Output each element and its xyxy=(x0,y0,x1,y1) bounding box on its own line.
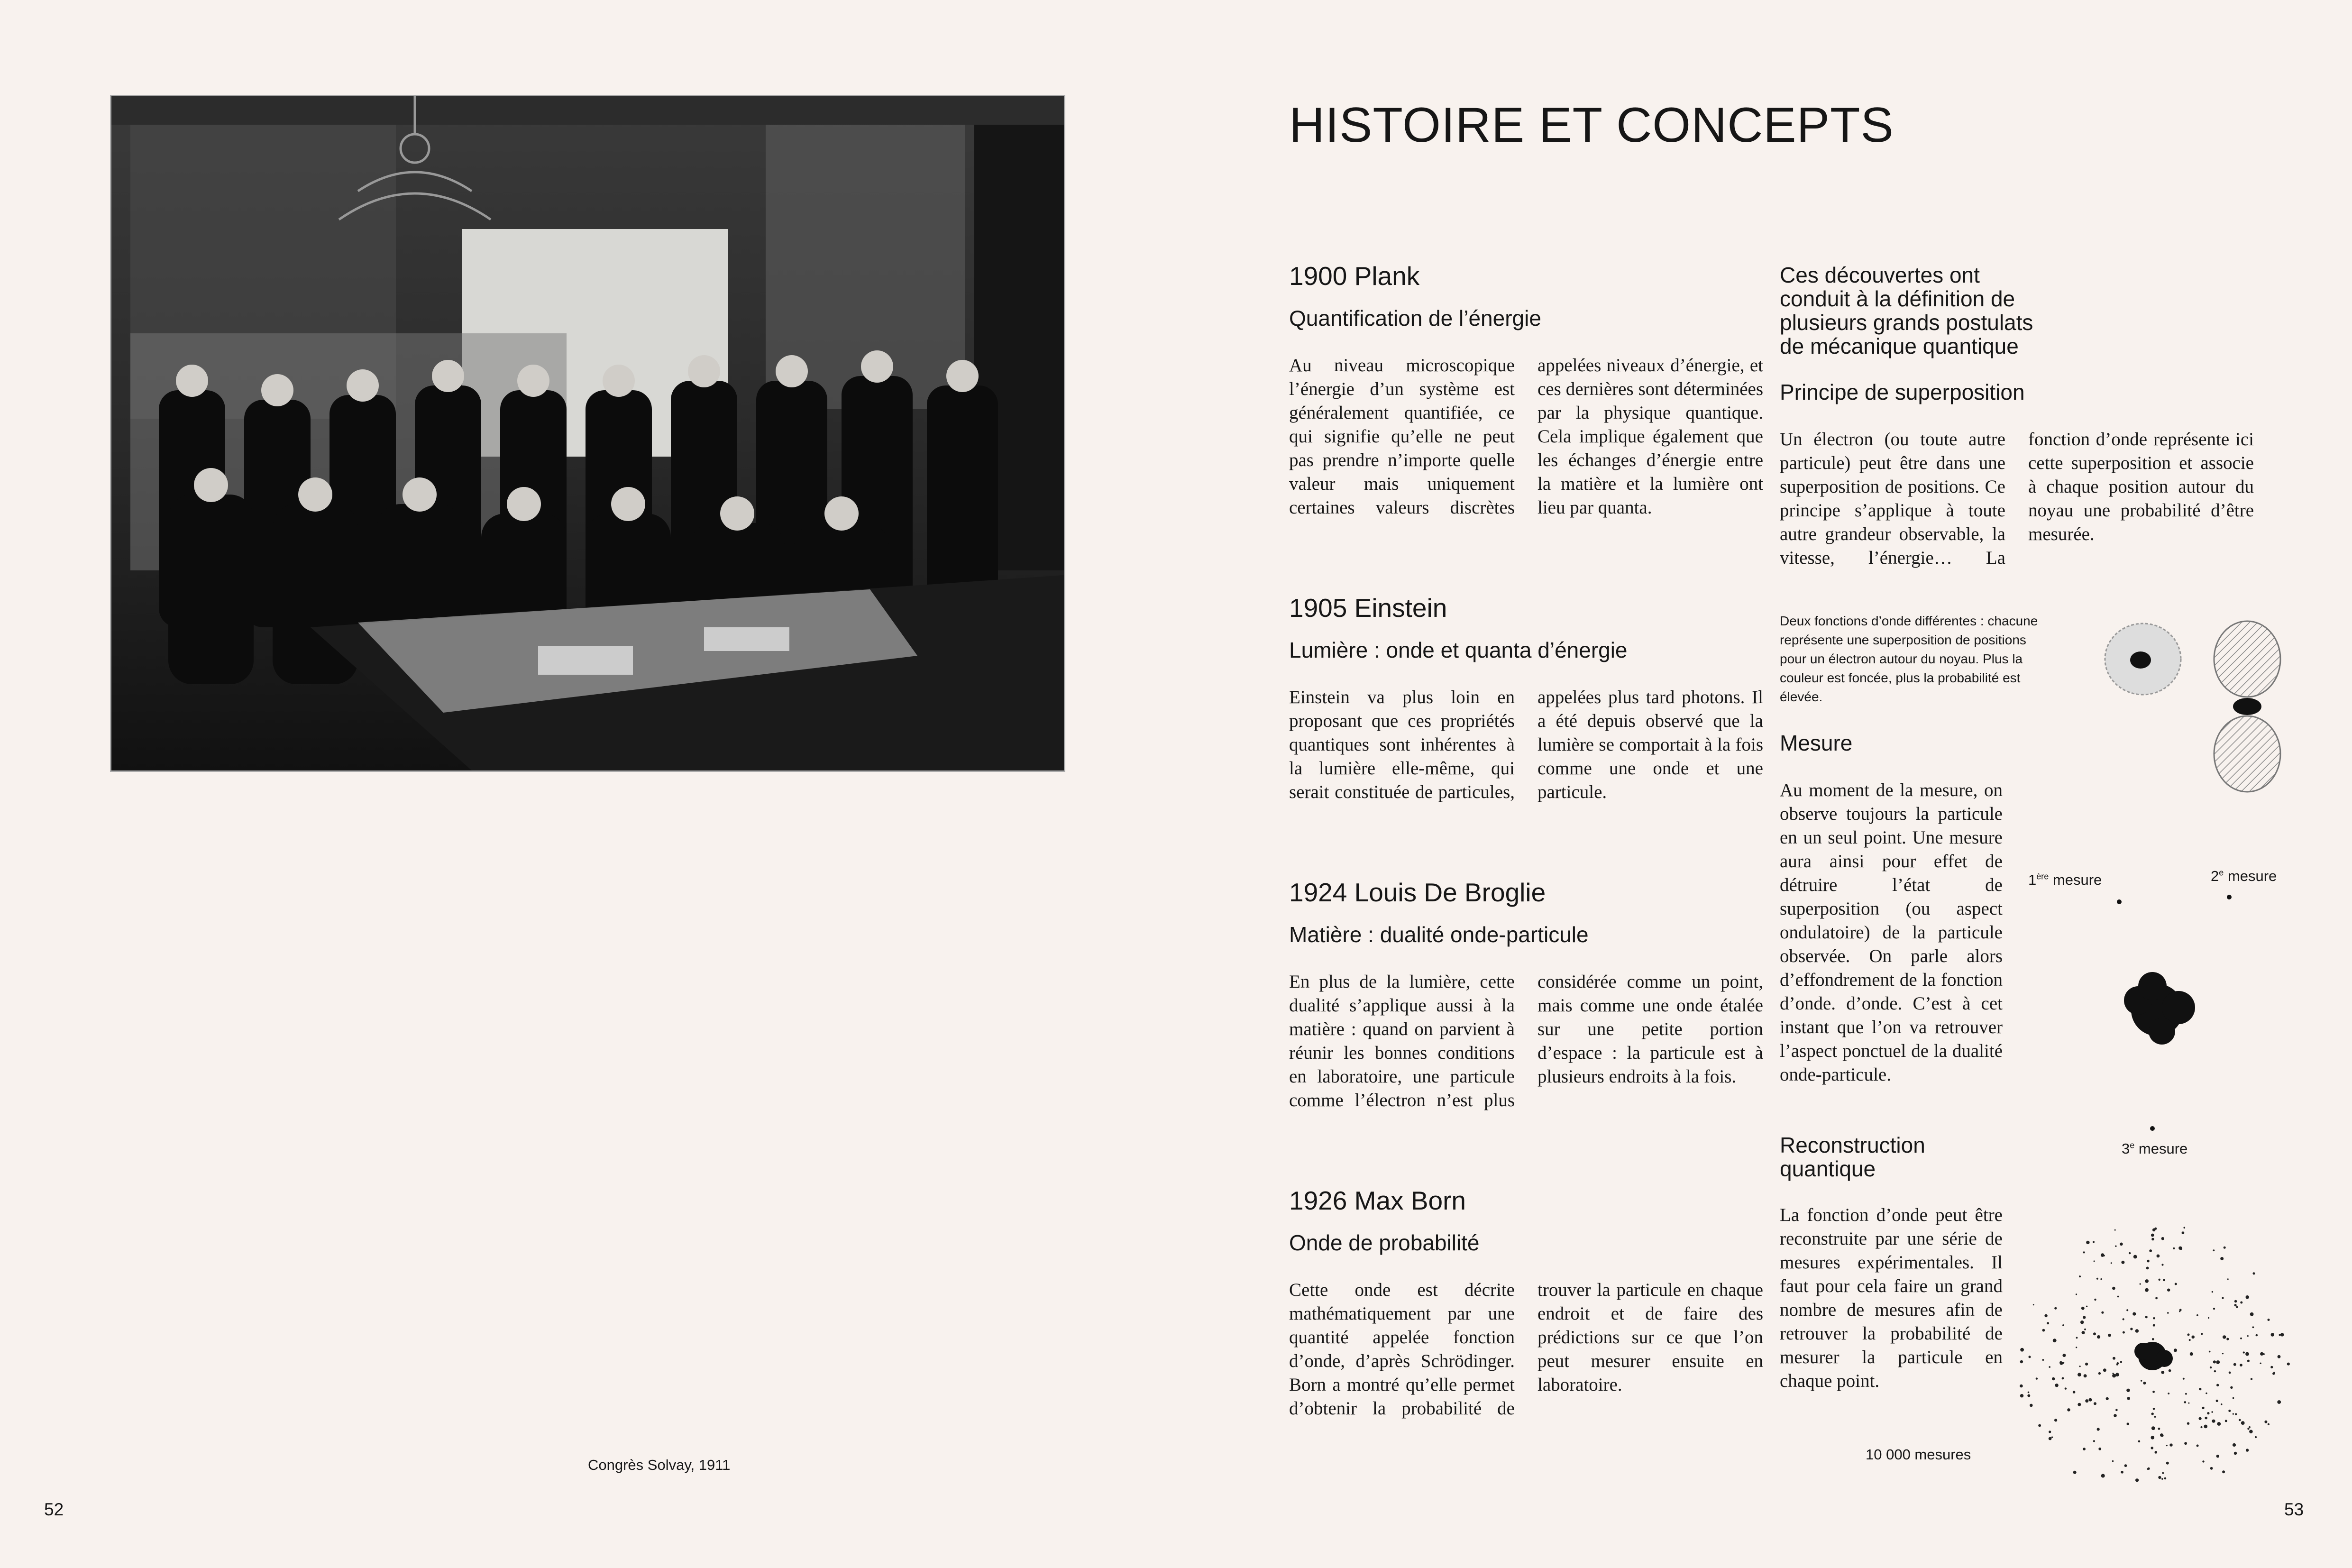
measurement-dot xyxy=(2138,1440,2141,1443)
measurement-dot xyxy=(2213,1308,2215,1310)
measurement-dot xyxy=(2147,1260,2150,1263)
measurement-dot xyxy=(2209,1351,2211,1353)
measurement-dot xyxy=(2097,1428,2100,1430)
section-planck xyxy=(1289,261,1763,520)
measurement-dot xyxy=(2164,1477,2167,1480)
measurement-dot xyxy=(2161,1371,2164,1374)
measurement-dot xyxy=(2020,1360,2023,1363)
measurement-dot xyxy=(2073,1471,2077,1474)
measurement-dot xyxy=(2093,1332,2096,1335)
measurement-dot xyxy=(2174,1348,2177,1352)
measurement-dot xyxy=(2076,1293,2077,1295)
measurement-dot xyxy=(2216,1455,2219,1458)
measurement-dot xyxy=(2044,1314,2047,1317)
measurement-dot xyxy=(2127,1422,2130,1425)
measurement-dot xyxy=(2196,1314,2198,1316)
measurement-dot xyxy=(2145,1288,2149,1292)
measurement-dot xyxy=(2268,1319,2270,1321)
measurement-dot xyxy=(2112,1460,2114,1462)
measurement-dot xyxy=(2020,1348,2024,1352)
measurement-dot xyxy=(2106,1397,2109,1400)
measurement-dot xyxy=(2145,1316,2148,1318)
measurement-dot xyxy=(2079,1366,2081,1367)
measure-point-3 xyxy=(2150,1126,2155,1131)
measurement-dot xyxy=(2158,1476,2161,1479)
measurement-dot xyxy=(2052,1377,2055,1380)
measurement-dot xyxy=(2084,1374,2087,1377)
photo-illustration xyxy=(111,96,1064,770)
measurement-dot xyxy=(2086,1306,2087,1307)
measurement-dot xyxy=(2179,1309,2182,1311)
measurement-dot xyxy=(2151,1426,2155,1430)
measurement-dot xyxy=(2094,1402,2096,1405)
measurement-dot xyxy=(2121,1471,2123,1474)
measurement-dot xyxy=(2129,1252,2131,1254)
measurement-dot xyxy=(2268,1423,2270,1425)
section-subheading: Quantification de l’énergie xyxy=(1289,306,1541,330)
measurement-dot xyxy=(2154,1416,2156,1418)
measurement-dot xyxy=(2133,1255,2137,1259)
section-superposition xyxy=(1780,379,2254,570)
measurement-dot xyxy=(2123,1331,2125,1334)
measurement-dot xyxy=(2213,1360,2216,1363)
measurement-dot xyxy=(2152,1338,2154,1340)
measurement-dot xyxy=(2169,1443,2172,1446)
measurement-dot xyxy=(2083,1251,2085,1253)
section-einstein xyxy=(1289,593,1763,804)
measurement-dot xyxy=(2076,1347,2077,1348)
measurement-dot xyxy=(2151,1412,2154,1415)
measurement-dot xyxy=(2226,1338,2229,1340)
measurement-dot xyxy=(2239,1419,2241,1421)
measurement-dot xyxy=(2168,1393,2169,1394)
measurement-dot xyxy=(2042,1329,2045,1332)
section-subheading: Matière : dualité onde-particule xyxy=(1289,922,1589,947)
measurement-dot xyxy=(2113,1357,2115,1360)
measurement-dot xyxy=(2196,1445,2199,1447)
measurement-dot xyxy=(2159,1279,2160,1281)
section-born xyxy=(1289,1185,1763,1421)
measurement-dot xyxy=(2217,1422,2221,1426)
measurement-dot xyxy=(2145,1279,2149,1283)
measurement-dot xyxy=(2153,1317,2155,1320)
measurement-dot xyxy=(2094,1299,2096,1301)
measurement-dot xyxy=(2049,1430,2051,1433)
measurement-dot xyxy=(2101,1474,2105,1478)
postulates-intro: Ces découvertes ont conduit à la définition de plusieurs grands postulats de mécanique quantique xyxy=(1780,263,2033,358)
measurement-dot xyxy=(2166,1462,2169,1465)
label-third-measure: 3e mesure xyxy=(2122,1140,2188,1157)
measurement-dot xyxy=(2152,1229,2156,1232)
reconstruction-center xyxy=(2134,1342,2173,1370)
measurement-dot xyxy=(2103,1368,2106,1372)
measurement-dot xyxy=(2098,1372,2101,1375)
measurement-dot xyxy=(2094,1260,2095,1262)
measurement-dot xyxy=(2163,1279,2165,1281)
measurement-dot xyxy=(2152,1391,2155,1393)
measurement-dot xyxy=(2096,1278,2098,1280)
measurement-dot xyxy=(2190,1352,2193,1356)
measurement-dot xyxy=(2146,1267,2149,1270)
measurement-dot xyxy=(2153,1324,2155,1327)
measurement-dot xyxy=(2076,1337,2078,1339)
measurement-dot xyxy=(2085,1399,2088,1403)
measurement-dot xyxy=(2251,1378,2252,1380)
measurement-dot xyxy=(2246,1295,2249,1299)
measurement-dot xyxy=(2166,1445,2168,1446)
measurement-dot xyxy=(2062,1354,2066,1357)
measurement-dot xyxy=(2086,1241,2089,1244)
measurement-dot xyxy=(2241,1421,2245,1425)
measurement-dot xyxy=(2124,1464,2127,1467)
measurement-dot xyxy=(2077,1373,2081,1376)
measurement-dot xyxy=(2093,1241,2095,1243)
label-first-measure: 1ère mesure xyxy=(2028,871,2102,888)
measurement-dot xyxy=(2115,1246,2116,1247)
measurement-dot xyxy=(2212,1420,2215,1423)
measurement-dot xyxy=(2252,1326,2254,1328)
photo-solvay-congress xyxy=(111,96,1064,770)
measurement-dot xyxy=(2184,1442,2187,1445)
measurement-dot xyxy=(2233,1443,2236,1447)
measurement-dot xyxy=(2081,1307,2085,1310)
measurement-dot xyxy=(2245,1352,2249,1356)
measurement-dot xyxy=(2053,1339,2057,1342)
measurement-dot xyxy=(2135,1329,2139,1332)
measurement-dot xyxy=(2227,1278,2229,1280)
measurement-dot xyxy=(2255,1436,2257,1438)
measurement-dot xyxy=(2036,1377,2038,1379)
measurement-dot xyxy=(2153,1408,2155,1410)
measurement-dot xyxy=(2189,1339,2191,1341)
measurement-dot xyxy=(2216,1400,2218,1402)
measurement-dot xyxy=(2250,1312,2254,1316)
measurement-dot xyxy=(2277,1400,2281,1404)
measurement-dot xyxy=(2222,1297,2224,1299)
measurement-dot xyxy=(2234,1304,2237,1306)
measurement-dot xyxy=(2112,1287,2115,1290)
section-subheading: Lumière : onde et quanta d’énergie xyxy=(1289,638,1628,662)
measurement-dot xyxy=(2230,1386,2233,1389)
measurement-dot xyxy=(2114,1414,2117,1417)
measurement-dot xyxy=(2161,1264,2163,1265)
measurement-dot xyxy=(2200,1426,2202,1428)
measurement-dot xyxy=(2175,1283,2177,1285)
measurement-dot xyxy=(2188,1403,2189,1404)
measurement-dot xyxy=(2161,1237,2164,1240)
measurement-dot xyxy=(2020,1385,2023,1388)
measurement-dot xyxy=(2049,1366,2050,1368)
measurement-dot xyxy=(2216,1360,2220,1364)
measurement-dot xyxy=(2065,1387,2067,1389)
measurement-dot xyxy=(2079,1275,2081,1277)
measurement-dot xyxy=(2101,1311,2104,1314)
measurement-dot xyxy=(2213,1249,2215,1251)
measurement-dot xyxy=(2187,1333,2190,1336)
measurement-dot xyxy=(2234,1300,2237,1303)
photo-caption: Congrès Solvay, 1911 xyxy=(588,1457,731,1473)
measurement-dot xyxy=(2083,1316,2086,1319)
measurement-dot xyxy=(2201,1333,2203,1335)
measurement-dot xyxy=(2253,1272,2255,1275)
section-heading: 1900 Plank xyxy=(1289,261,1420,291)
measurement-dot xyxy=(2211,1411,2213,1413)
measurement-dot xyxy=(2059,1361,2062,1364)
measurement-dot xyxy=(2199,1388,2201,1390)
measurement-dot xyxy=(2117,1296,2119,1298)
section-subheading: Onde de probabilité xyxy=(1289,1230,1480,1255)
measurement-dot xyxy=(2249,1426,2251,1428)
measurement-dot xyxy=(2155,1451,2158,1454)
measurement-dot xyxy=(2234,1452,2237,1455)
measurement-dot xyxy=(2169,1369,2171,1372)
measurement-dot xyxy=(2187,1422,2189,1425)
measurement-dot xyxy=(2120,1243,2123,1246)
measurement-dot xyxy=(2116,1364,2118,1366)
page-number-left: 52 xyxy=(44,1500,64,1519)
measurement-dot xyxy=(2184,1401,2187,1403)
measurement-dot xyxy=(2191,1336,2195,1339)
measurement-dot xyxy=(2216,1384,2219,1386)
measurement-dot xyxy=(2132,1312,2136,1316)
measurement-dot xyxy=(2273,1372,2275,1373)
measurement-dot xyxy=(2199,1417,2202,1420)
measurement-dot xyxy=(2222,1470,2225,1473)
measurement-dot xyxy=(2151,1238,2154,1241)
measurement-dot xyxy=(2077,1403,2081,1406)
measurement-dot xyxy=(2221,1403,2222,1405)
measurement-dot xyxy=(2260,1363,2261,1364)
measurement-dot xyxy=(2247,1335,2249,1337)
measurement-dot xyxy=(2235,1413,2237,1415)
reconstruction-illustration xyxy=(2005,1214,2309,1517)
measurement-dot xyxy=(2030,1404,2033,1407)
measurement-dot xyxy=(2051,1437,2053,1438)
page-number-right: 53 xyxy=(2284,1500,2304,1519)
measurement-dot xyxy=(2256,1334,2258,1337)
section-heading: 1926 Max Born xyxy=(1289,1186,1466,1215)
measurement-dot xyxy=(2240,1338,2242,1339)
section-de-broglie xyxy=(1289,877,1763,1112)
superposition-note: Deux fonctions d’onde différentes : chacune représente une superposition de positions pour un électron autour du noyau. Plus la couleur est foncée, plus la probabilité est élevée. xyxy=(1780,614,2038,704)
measure-collapse-illustration xyxy=(2086,882,2299,1138)
section-reconstruction xyxy=(1780,1133,2003,1393)
measurement-dot xyxy=(2205,1417,2207,1420)
measurement-dot xyxy=(2114,1229,2116,1231)
measurement-dot xyxy=(2167,1312,2169,1314)
orbital-2-top xyxy=(2214,621,2280,697)
section-heading: Reconstruction quantique xyxy=(1780,1133,1925,1181)
measurement-dot xyxy=(2140,1283,2141,1284)
measurement-dot xyxy=(2270,1366,2273,1368)
measurement-dot xyxy=(2224,1247,2226,1249)
measurement-dot xyxy=(2240,1364,2242,1366)
measurement-dot xyxy=(2149,1249,2152,1252)
measurement-dot xyxy=(2121,1261,2124,1264)
measurement-dot xyxy=(2097,1335,2100,1339)
measurement-dot xyxy=(2247,1360,2250,1362)
section-body: Au niveau microscopique l’énergie d’un système est généralement quantifiée, ce qui signifie qu’elle ne peut pas prendre n’importe quelle valeur mais uniquement certaines valeurs discrètes appelées niveaux d’énergie, et ces dernières sont déterminées par la physique quantique. Cela implique également que les échanges d’énergie entre la matière et la lumière ont lieu par quanta. xyxy=(1289,355,1763,518)
measurement-dot xyxy=(2173,1247,2175,1249)
measurement-dot xyxy=(2185,1393,2187,1395)
measurement-dot xyxy=(2151,1436,2155,1440)
measurement-dot xyxy=(2158,1428,2160,1430)
measurement-dot xyxy=(2083,1448,2086,1450)
measurement-dot xyxy=(2202,1407,2204,1409)
section-heading: Principe de superposition xyxy=(1780,380,2025,404)
measurement-dot xyxy=(2042,1359,2044,1361)
measurement-dot xyxy=(2093,1440,2095,1442)
measurement-dot xyxy=(2115,1373,2119,1376)
measurement-dot xyxy=(2100,1278,2102,1280)
measurement-dot xyxy=(2271,1333,2275,1337)
measurement-dot xyxy=(2049,1437,2052,1440)
measurement-dot xyxy=(2080,1320,2084,1324)
measurement-dot xyxy=(2167,1289,2170,1292)
measurement-dot xyxy=(2151,1234,2154,1237)
section-heading: Mesure xyxy=(1780,731,1853,755)
measurement-dot xyxy=(2115,1409,2118,1412)
measurement-dot xyxy=(2214,1370,2216,1372)
reconstruction-label: 10 000 mesures xyxy=(1866,1446,1971,1463)
measurement-dot xyxy=(2054,1419,2057,1421)
measurement-dot xyxy=(2228,1410,2231,1412)
measurement-dot xyxy=(2147,1468,2149,1470)
measurement-dot xyxy=(2112,1374,2116,1377)
orbital-2-bottom xyxy=(2214,716,2280,792)
section-body: La fonction d’onde peut être reconstruite par une série de mesures expérimentales. Il faut pour cela faire un grand nombre de mesures afin de retrouver la probabilité de mesurer la particule en chaque point. xyxy=(1780,1205,2003,1391)
measurement-dot xyxy=(2184,1227,2186,1229)
measurement-dot xyxy=(2204,1425,2208,1429)
measurement-dot xyxy=(2085,1363,2088,1366)
page-title: HISTOIRE ET CONCEPTS xyxy=(1289,98,1894,153)
measurement-dot xyxy=(2161,1478,2163,1480)
measurement-dot xyxy=(2028,1392,2030,1394)
measurement-dot xyxy=(2082,1331,2085,1334)
measurement-dot xyxy=(2067,1408,2070,1412)
section-body: Einstein va plus loin en proposant que ces propriétés quantiques sont inhérentes à la lumière elle-même, qui serait constituée de particules, appelées plus tard photons. Il a été depuis observé que la lumière se comportait à la fois comme une onde et une particule. xyxy=(1289,687,1763,802)
measurement-dot xyxy=(2229,1372,2231,1374)
measurement-dot xyxy=(2126,1389,2130,1392)
measurement-dot xyxy=(2120,1361,2122,1363)
measurement-dot xyxy=(2127,1397,2130,1400)
measurement-dot xyxy=(2143,1382,2146,1385)
measurement-dot xyxy=(2233,1397,2234,1399)
measurement-dot xyxy=(2126,1309,2128,1311)
measurement-dot xyxy=(2029,1356,2031,1358)
collapse-cloud xyxy=(2124,972,2195,1045)
measure-point-1 xyxy=(2117,899,2122,904)
section-body: Au moment de la mesure, on observe toujours la particule en un seul point. Une mesure aura ainsi pour effet de détruire l’état de superposition (ou aspect ondulatoire) de la particule observée. On parle alors d’effondrement de la fonction d’onde. d’onde. C’est à cet instant que l’on va retrouver l’aspect ponctuel de la dualité onde-particule. xyxy=(1780,780,2003,1085)
measurement-dot xyxy=(2123,1318,2124,1320)
measurement-dot xyxy=(2033,1304,2034,1305)
measurement-dot xyxy=(2264,1421,2267,1423)
measurement-dot xyxy=(2210,1366,2212,1368)
measurement-dot xyxy=(2212,1291,2213,1293)
measurement-dot xyxy=(2263,1353,2265,1355)
measurement-dot xyxy=(2223,1335,2226,1339)
measurement-dot xyxy=(2020,1394,2023,1397)
measurement-dot xyxy=(2225,1420,2227,1422)
measurement-dot xyxy=(2206,1393,2207,1394)
measurement-dot xyxy=(2062,1362,2064,1364)
measurement-dot xyxy=(2249,1430,2253,1434)
measurement-dot xyxy=(2161,1434,2164,1437)
measurement-dot xyxy=(2155,1297,2158,1299)
measurement-dot xyxy=(2055,1384,2058,1387)
measurement-dot xyxy=(2233,1413,2234,1415)
measurement-dot xyxy=(2220,1257,2224,1260)
section-heading: 1924 Louis De Broglie xyxy=(1289,878,1546,907)
measurement-dot xyxy=(2240,1302,2242,1304)
measurement-dot xyxy=(2108,1334,2111,1337)
measurement-dot xyxy=(2062,1377,2064,1380)
measurement-dot xyxy=(2047,1322,2049,1324)
measurement-dot xyxy=(2084,1329,2086,1330)
measurement-dot xyxy=(2247,1428,2249,1430)
measurement-dot xyxy=(2210,1467,2213,1470)
measurement-dot xyxy=(2151,1447,2154,1449)
measurement-dot xyxy=(2089,1398,2092,1402)
section-heading: 1905 Einstein xyxy=(1289,593,1447,623)
measurement-dot xyxy=(2111,1262,2112,1264)
measurement-dot xyxy=(2178,1247,2182,1250)
measurement-dot xyxy=(2182,1231,2185,1234)
measurement-dot xyxy=(2236,1306,2238,1308)
measurement-dot xyxy=(2207,1412,2209,1414)
measurement-dot xyxy=(2208,1317,2209,1319)
measurement-dot xyxy=(2027,1394,2030,1397)
measurement-dot xyxy=(2157,1255,2160,1258)
measurement-dot xyxy=(2278,1355,2281,1358)
measurement-dot xyxy=(2054,1307,2057,1310)
measurement-dot xyxy=(2222,1353,2224,1354)
section-body: Cette onde est décrite mathématiquement par une quantité appelée fonction d’onde, d’après Schrödinger. Born a montré qu’elle permet d’obtenir la probabilité de trouver la particule en chaque endroit et de faire des prédictions sur ce que l’on peut mesurer ensuite en laboratoire. xyxy=(1289,1280,1763,1419)
measurement-dot xyxy=(2073,1391,2076,1394)
measurement-dot xyxy=(2280,1333,2284,1336)
measurement-dot xyxy=(2062,1324,2064,1326)
measurement-dot xyxy=(2130,1328,2132,1330)
measurement-dot xyxy=(2243,1351,2245,1353)
measurement-dot xyxy=(2246,1449,2249,1451)
section-mesure xyxy=(1780,730,2003,1087)
label-second-measure: 2e mesure xyxy=(2211,868,2277,884)
section-body: Un électron (ou toute autre particule) peut être dans une superposition de positions. Ce principe s’applique à toute autre grandeur observable, la vitesse, l’énergie… La fonction d’onde représente ici cette superposition et associe à chaque position autour du noyau une probabilité d’être mesurée. xyxy=(1780,429,2254,568)
measurement-dot xyxy=(2135,1478,2139,1482)
measurement-dot xyxy=(2101,1253,2105,1257)
measurement-dot xyxy=(2162,1472,2164,1474)
measurement-dot xyxy=(2233,1363,2236,1366)
measurement-dot xyxy=(2038,1424,2041,1427)
measurement-dot xyxy=(2183,1378,2185,1380)
section-body: En plus de la lumière, cette dualité s’applique aussi à la matière : quand on parvient à réunir les bonnes conditions en laboratoire, une particule comme l’électron n’est plus considérée comme un point, mais comme une onde étalée sur une petite portion d’espace : la particule est à plusieurs endroits à la fois. xyxy=(1289,972,1763,1110)
measurement-dot xyxy=(2279,1334,2281,1336)
measurement-dot xyxy=(2141,1380,2142,1381)
wavefunction-illustrations xyxy=(2086,616,2299,825)
measurement-dot xyxy=(2098,1448,2101,1450)
measurement-dot xyxy=(2202,1460,2204,1462)
measurement-dot xyxy=(2287,1363,2290,1366)
measure-point-2 xyxy=(2227,895,2232,899)
